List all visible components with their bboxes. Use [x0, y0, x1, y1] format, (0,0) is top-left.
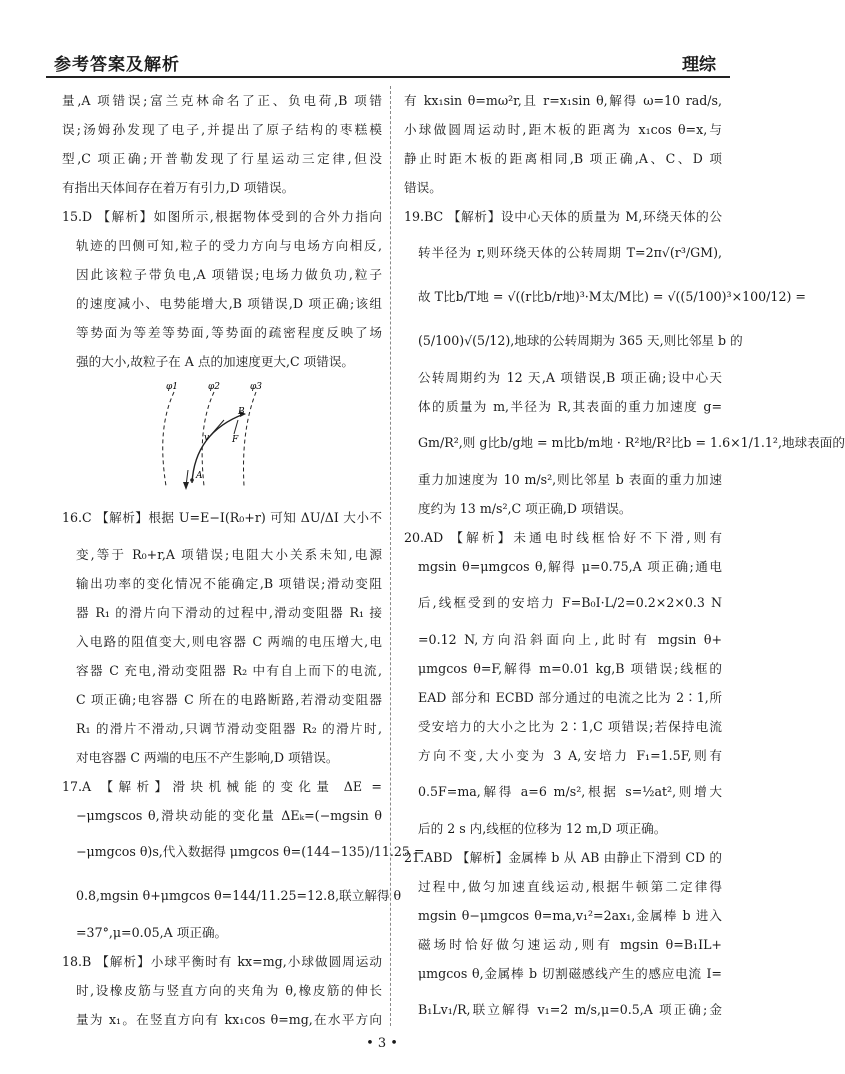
text-line: 0.5F=ma,解得 a=6 m/s²,根据 s=½at²,则增大 — [418, 784, 722, 799]
header-title: 参考答案及解析 — [54, 55, 180, 75]
text-line: 17.A 【解析】滑块机械能的变化量 ΔE = — [62, 779, 382, 794]
text-line: μmgcos θ,金属棒 b 切割磁感线产生的感应电流 I= — [418, 966, 722, 981]
text-line: 重力加速度为 10 m/s²,则比邻星 b 表面的重力加速 — [418, 472, 722, 487]
equipotential-figure — [62, 376, 382, 496]
text-line: 转半径为 r,则环绕天体的公转周期 T=2π√(r³/GM), — [418, 245, 722, 260]
text-line: 15.D 【解析】如图所示,根据物体受到的合外力指向 — [62, 209, 382, 224]
text-line: 时,设橡皮筋与竖直方向的夹角为 θ,橡皮筋的伸长 — [76, 983, 382, 998]
text-line: 变,等于 R₀+r,A 项错误;电阻大小关系未知,电源 — [76, 547, 382, 562]
text-line: 19.BC 【解析】设中心天体的质量为 M,环绕天体的公 — [404, 209, 722, 224]
text-line: 体的质量为 m,半径为 R,其表面的重力加速度 g= — [418, 399, 722, 414]
text-line: 20.AD 【解析】未通电时线框恰好不下滑,则有 — [404, 530, 722, 545]
phi1-label: φ1 — [166, 382, 179, 392]
force-label: F — [232, 435, 239, 445]
point-b-label: B — [238, 407, 245, 417]
right-column — [404, 86, 845, 1032]
text-line: −μmgcos θ)s,代入数据得 μmgcos θ=(144−135)/11.25 = — [76, 844, 425, 859]
header-rule — [46, 76, 730, 78]
text-line: mgsin θ=μmgcos θ,解得 μ=0.75,A 项正确;通电 — [418, 559, 722, 574]
text-line: 16.C 【解析】根据 U=E−I(R₀+r) 可知 ΔU/ΔI 大小不 — [62, 510, 382, 525]
text-line: =0.12 N,方向沿斜面向上,此时有 mgsin θ+ — [418, 632, 722, 647]
text-line: 入电路的阻值变大,则电容器 C 两端的电压增大,电 — [76, 634, 382, 649]
text-line: C 项正确;电容器 C 所在的电路断路,若滑动变阻器 — [76, 692, 382, 707]
text-line: 后,线框受到的安培力 F=B₀I·L/2=0.2×2×0.3 N — [418, 595, 722, 610]
text-line: EAD 部分和 ECBD 部分通过的电流之比为 2∶1,所 — [418, 690, 722, 705]
text-line: 错误。 — [404, 180, 442, 195]
header-subject: 理综 — [682, 55, 716, 75]
text-line: 对电容器 C 两端的电压不产生影响,D 项错误。 — [76, 750, 339, 765]
text-line: 0.8,mgsin θ+μmgcos θ=144/11.25=12.8,联立解得 θ — [76, 888, 402, 903]
column-divider — [390, 86, 391, 1026]
text-line: 有指出天体间存在着万有引力,D 项错误。 — [62, 180, 295, 195]
text-line: 有 kx₁sin θ=mω²r,且 r=x₁sin θ,解得 ω=10 rad/s, — [404, 93, 722, 108]
text-line: 方向不变,大小变为 3 A,安培力 F₁=1.5F,则有 — [418, 748, 722, 763]
text-line: 因此该粒子带负电,A 项错误;电场力做负功,粒子 — [76, 267, 382, 282]
text-line: 21.ABD 【解析】金属棒 b 从 AB 由静止下滑到 CD 的 — [404, 850, 722, 865]
text-line: 量为 x₁。在竖直方向有 kx₁cos θ=mg,在水平方向 — [76, 1012, 382, 1027]
text-line: 公转周期约为 12 天,A 项错误,B 项正确;设中心天 — [418, 370, 722, 385]
page-header — [46, 46, 726, 76]
text-line: 的速度减小、电势能增大,B 项错误,D 项正确;该组 — [76, 296, 382, 311]
text-line: 过程中,做匀加速直线运动,根据牛顿第二定律得 — [418, 879, 722, 894]
text-line: (5/100)√(5/12),地球的公转周期为 365 天,则比邻星 b 的 — [418, 333, 743, 348]
text-line: 强的大小,故粒子在 A 点的加速度更大,C 项错误。 — [76, 354, 355, 369]
text-line: 受安培力的大小之比为 2∶1,C 项错误;若保持电流 — [418, 719, 722, 734]
text-line: 小球做圆周运动时,距木板的距离为 x₁cos θ=x,与 — [404, 122, 722, 137]
text-line: 静止时距木板的距离相同,B 项正确,A、C、D 项 — [404, 151, 722, 166]
text-line: 误;汤姆孙发现了电子,并提出了原子结构的枣糕模 — [62, 122, 382, 137]
text-line: 输出功率的变化情况不能确定,B 项错误;滑动变阻 — [76, 576, 382, 591]
text-line: =37°,μ=0.05,A 项正确。 — [76, 925, 228, 940]
text-line: mgsin θ−μmgcos θ=ma,v₁²=2ax₁,金属棒 b 进入 — [418, 908, 722, 923]
text-line: 等势面为等差等势面,等势面的疏密程度反映了场 — [76, 325, 382, 340]
text-line: μmgcos θ=F,解得 m=0.01 kg,B 项错误;线框的 — [418, 661, 722, 676]
text-line: 器 R₁ 的滑片向下滑动的过程中,滑动变阻器 R₁ 接 — [76, 605, 382, 620]
text-line: 型,C 项正确;开普勒发现了行星运动三定律,但没 — [62, 151, 382, 166]
phi2-label: φ2 — [208, 382, 221, 392]
point-a-label: A — [196, 471, 203, 481]
text-line: Gm/R²,则 g比b/g地 = m比b/m地 · R²地/R²比b = 1.6×1/1.1²,地球表面的 — [418, 435, 845, 450]
phi3-label: φ3 — [250, 382, 263, 392]
text-line: B₁Lv₁/R,联立解得 v₁=2 m/s,μ=0.5,A 项正确;金 — [418, 1002, 722, 1017]
text-line: 度约为 13 m/s²,C 项正确,D 项错误。 — [418, 501, 632, 516]
text-line: 18.B 【解析】小球平衡时有 kx=mg,小球做圆周运动 — [62, 954, 382, 969]
text-line: 故 T比b/T地 = √((r比b/r地)³·M太/M比) = √((5/100)³×100/12) = — [418, 289, 806, 304]
text-line: 轨迹的凹侧可知,粒子的受力方向与电场方向相反, — [76, 238, 382, 253]
equipotential-diagram — [152, 378, 292, 494]
text-line: 后的 2 s 内,线框的位移为 12 m,D 项正确。 — [418, 821, 667, 836]
velocity-label: v — [204, 433, 210, 443]
text-line: 容器 C 充电,滑动变阻器 R₂ 中有自上而下的电流, — [76, 663, 382, 678]
text-line: 量,A 项错误;富兰克林命名了正、负电荷,B 项错 — [62, 93, 382, 108]
page-number: • 3 • — [366, 1036, 398, 1051]
text-line: −μmgscos θ,滑块动能的变化量 ΔEₖ=(−mgsin θ — [76, 808, 382, 823]
left-column — [62, 86, 425, 1034]
text-line: R₁ 的滑片不滑动,只调节滑动变阻器 R₂ 的滑片时, — [76, 721, 382, 736]
text-line: 磁场时恰好做匀速运动,则有 mgsin θ=B₁IL+ — [418, 937, 722, 952]
